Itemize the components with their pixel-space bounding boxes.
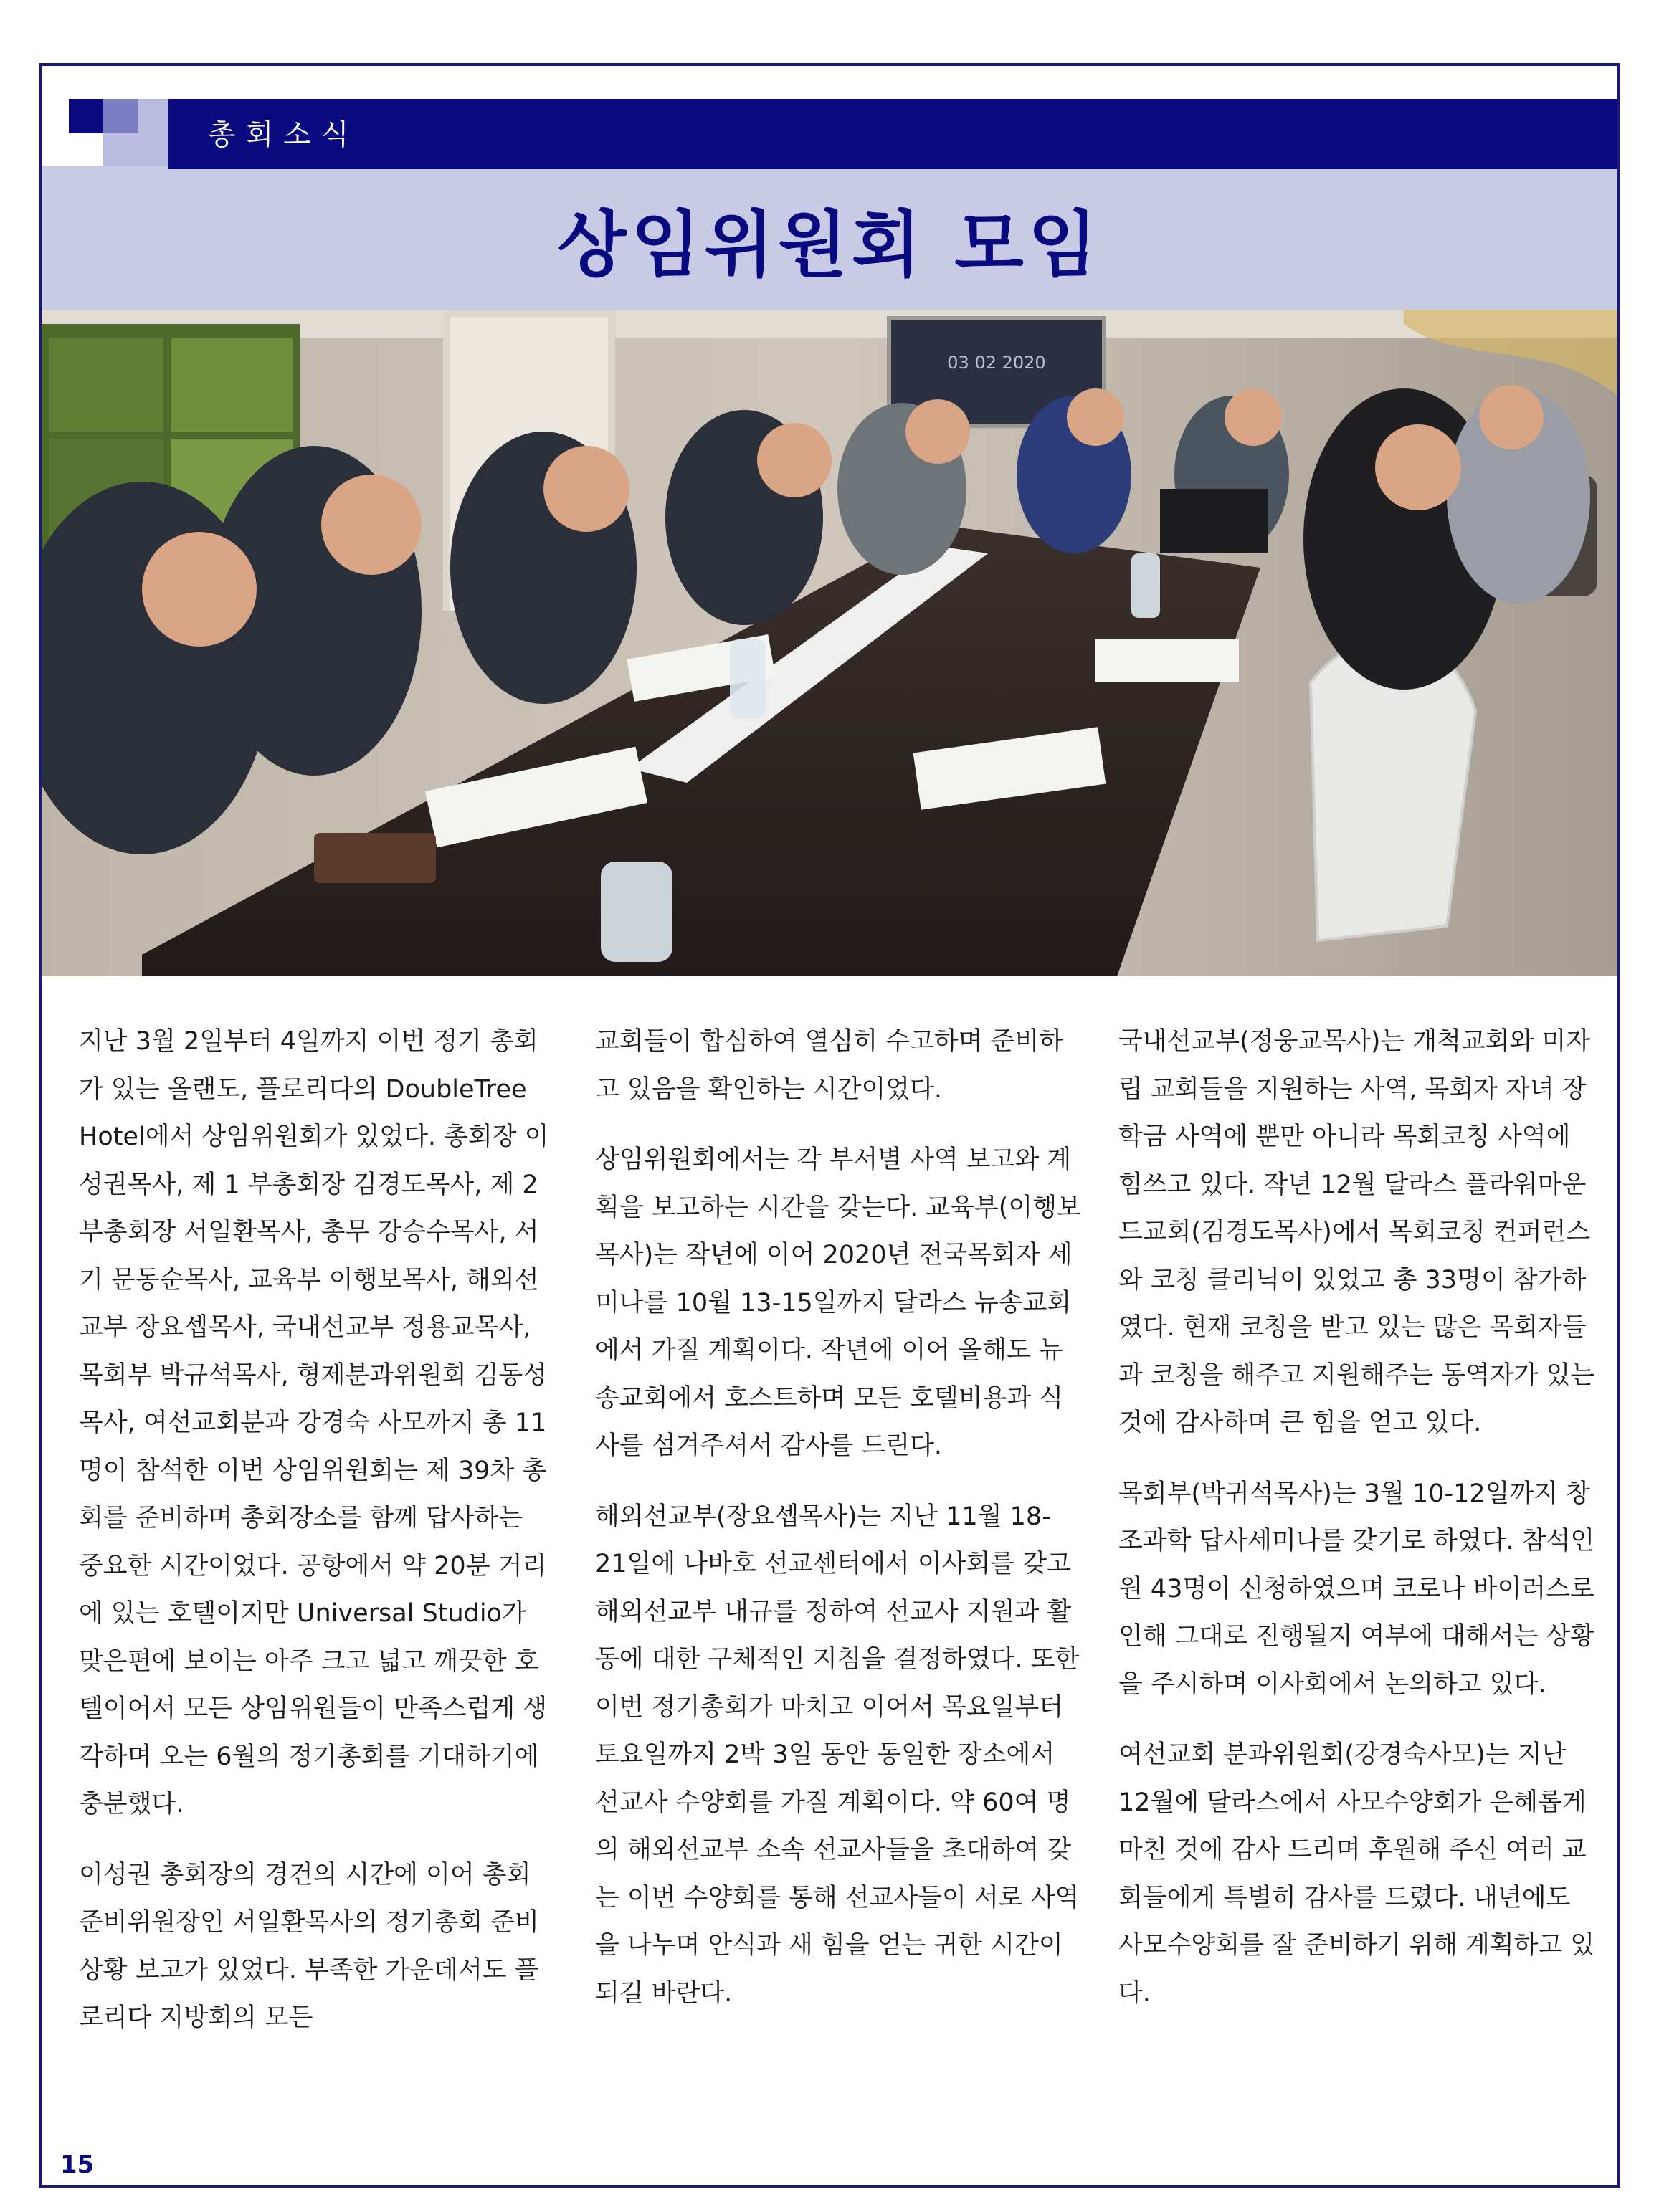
- decor-square: [69, 99, 103, 133]
- paragraph: 상임위원회에서는 각 부서별 사역 보고와 계획을 보고하는 시간을 갖는다. 교육부(이행보목사)는 작년에 이어 2020년 전국목회자 세미나를 10월 13-15일까지 달라스 뉴송교회에서 가질 계획이다. 작년에 이어 올해도 뉴송교회에서 호스트하며 모든 호텔비용과 식사를 섬겨주셔서 감사를 드린다.: [595, 1145, 1081, 1460]
- decor-square: [103, 133, 138, 168]
- paragraph: 지난 3월 2일부터 4일까지 이번 정기 총회가 있는 올랜도, 플로리다의 DoubleTree Hotel에서 상임위원회가 있었다. 총회장 이성권목사, 제 1 부총회장 김경도목사, 제 2 부총회장 서일환목사, 총무 강승수목사, 서기 문동순목사, 교육부 이행보목사, 해외선교부 장요셉목사, 국내선교부 정용교목사, 목회부 박규석목사, 형제분과위원회 김동성목사, 여선교회분과 강경숙 사모까지 총 11명이 참석한 이번 상임위원회는 제 39차 총회를 준비하며 총회장소를 함께 답사하는 중요한 시간이었다. 공항에서 약 20분 거리에 있는 호텔이지만 Universal Studio가 맞은편에 보이는 아주 크고 넓고 깨끗한 호텔이어서 모든 상임위원들이 만족스럽게 생각하며 오는 6월의 정기총회를 기대하기에 충분했다.: [79, 1027, 549, 1818]
- paragraph: 교회들이 합심하여 열심히 수고하며 준비하고 있음을 확인하는 시간이었다.: [595, 1027, 1064, 1104]
- text-column-3: [1118, 1018, 1599, 2040]
- text-column-1: [79, 1018, 552, 2065]
- section-label: 총회소식: [208, 118, 359, 151]
- decor-square: [138, 99, 172, 133]
- text-column-2: [595, 1018, 1083, 2040]
- paragraph: 국내선교부(정웅교목사)는 개척교회와 미자립 교회들을 지원하는 사역, 목회자 자녀 장학금 사역에 뿐만 아니라 목회코칭 사역에 힘쓰고 있다. 작년 12월 달라스 플라워마운드교회(김경도목사)에서 목회코칭 컨퍼런스와 코칭 클리닉이 있었고 총 33명이 참가하였다. 현재 코칭을 받고 있는 많은 목회자들과 코칭을 해주고 지원해주는 동역자가 있는 것에 감사하며 큰 힘을 얻고 있다.: [1118, 1027, 1595, 1437]
- page-title: 상임위원회 모임: [557, 203, 1102, 287]
- header-bar: [168, 99, 1617, 169]
- paragraph: 이성권 총회장의 경건의 시간에 이어 총회 준비위원장인 서일환목사의 정기총회 준비상황 보고가 있었다. 부족한 가운데서도 플로리다 지방회의 모든: [79, 1860, 539, 2032]
- meeting-photo: [42, 310, 1617, 976]
- screen-date: 03 02 2020: [947, 353, 1046, 373]
- page-number: 15: [60, 2150, 95, 2179]
- paragraph: 해외선교부(장요셉목사)는 지난 11월 18-21일에 나바호 선교센터에서 이사회를 갖고 해외선교부 내규를 정하여 선교사 지원과 활동에 대한 구체적인 지침을 결정하였다. 또한 이번 정기총회가 마치고 이어서 목요일부터 토요일까지 2박 3일 동안 동일한 장소에서 선교사 수양회를 가질 계획이다. 약 60여 명의 해외선교부 소속 선교사들을 초대하여 갖는 이번 수양회를 통해 선교사들이 서로 사역을 나누며 안식과 새 힘을 얻는 귀한 시간이 되길 바란다.: [595, 1502, 1080, 2008]
- decor-square: [138, 133, 172, 168]
- paragraph: 목회부(박귀석목사)는 3월 10-12일까지 창조과학 답사세미나를 갖기로 하였다. 참석인원 43명이 신청하였으며 코로나 바이러스로 인해 그대로 진행될지 여부에 대해서는 상황을 주시하며 이사회에서 논의하고 있다.: [1118, 1479, 1595, 1699]
- paragraph: 여선교회 분과위원회(강경숙사모)는 지난 12월에 달라스에서 사모수양회가 은혜롭게 마친 것에 감사 드리며 후원해 주신 여러 교회들에게 특별히 감사를 드렸다. 내년에도 사모수양회를 잘 준비하기 위해 계획하고 있다.: [1118, 1740, 1595, 2008]
- decor-square: [103, 99, 138, 133]
